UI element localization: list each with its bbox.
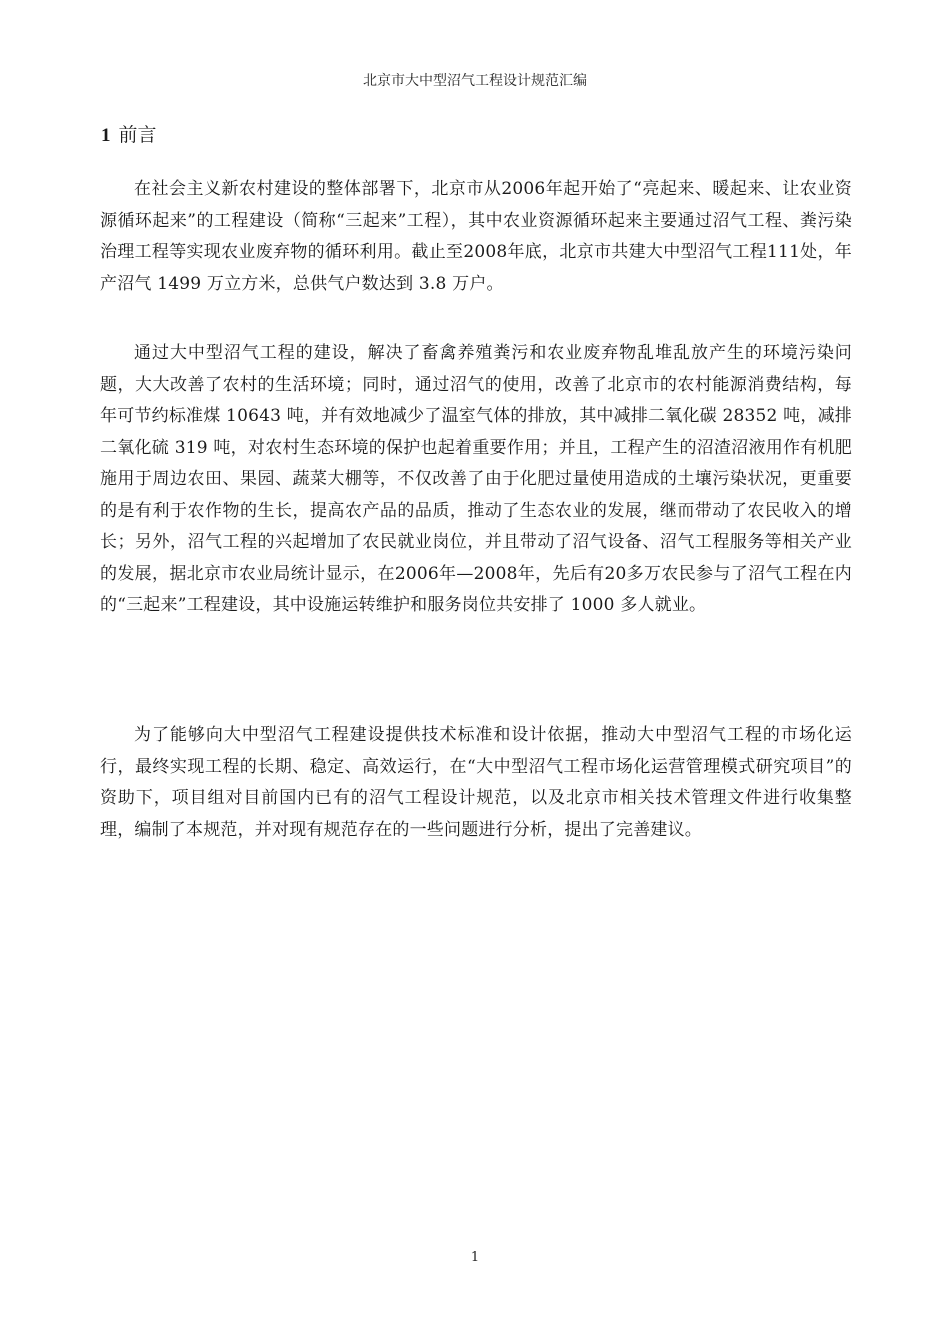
running-header: 北京市大中型沼气工程设计规范汇编	[363, 73, 587, 89]
paragraph-purpose: 为了能够向大中型沼气工程建设提供技术标准和设计依据，推动大中型沼气工程的市场化运行，最终实现工程的长期、稳定、高效运行，在“大中型沼气工程市场化运营管理模式研究项目”的资助下，项目组对目前国内已有的沼气工程设计规范，以及北京市相关技术管理文件进行收集整理，编制了本规范，并对现有规范存在的一些问题进行分析，提出了完善建议。	[100, 725, 852, 840]
section-heading	[101, 120, 157, 147]
page-number: 1	[470, 1250, 480, 1265]
paragraph-benefits: 通过大中型沼气工程的建设，解决了畜禽养殖粪污和农业废弃物乱堆乱放产生的环境污染问题，大大改善了农村的生活环境；同时，通过沼气的使用，改善了北京市的农村能源消费结构，每年可节约标准煤 10643 吨，并有效地减少了温室气体的排放，其中减排二氧化碳 28352 吨，减排二氧化硫 319 吨，对农村生态环境的保护也起着重要作用；并且，工程产生的沼渣沼液用作有机肥施用于周边农田、果园、蔬菜大棚等，不仅改善了由于化肥过量使用造成的土壤污染状况，更重要的是有利于农作物的生长，提高农产品的品质，推动了生态农业的发展，继而带动了农民收入的增长；另外，沼气工程的兴起增加了农民就业岗位，并且带动了沼气设备、沼气工程服务等相关产业的发展，据北京市农业局统计显示，在2006年—2008年，先后有20多万农民参与了沼气工程在内的“三起来”工程建设，其中设施运转维护和服务岗位共安排了 1000 多人就业。	[100, 343, 852, 615]
paragraph-intro: 在社会主义新农村建设的整体部署下，北京市从2006年起开始了“亮起来、暖起来、让农业资源循环起来”的工程建设（简称“三起来”工程），其中农业资源循环起来主要通过沼气工程、粪污染治理工程等实现农业废弃物的循环利用。截止至2008年底，北京市共建大中型沼气工程111处，年产沼气 1499 万立方米，总供气户数达到 3.8 万户。	[100, 179, 852, 294]
section-number: 1	[101, 125, 111, 146]
section-title-text: 前言	[118, 124, 157, 146]
